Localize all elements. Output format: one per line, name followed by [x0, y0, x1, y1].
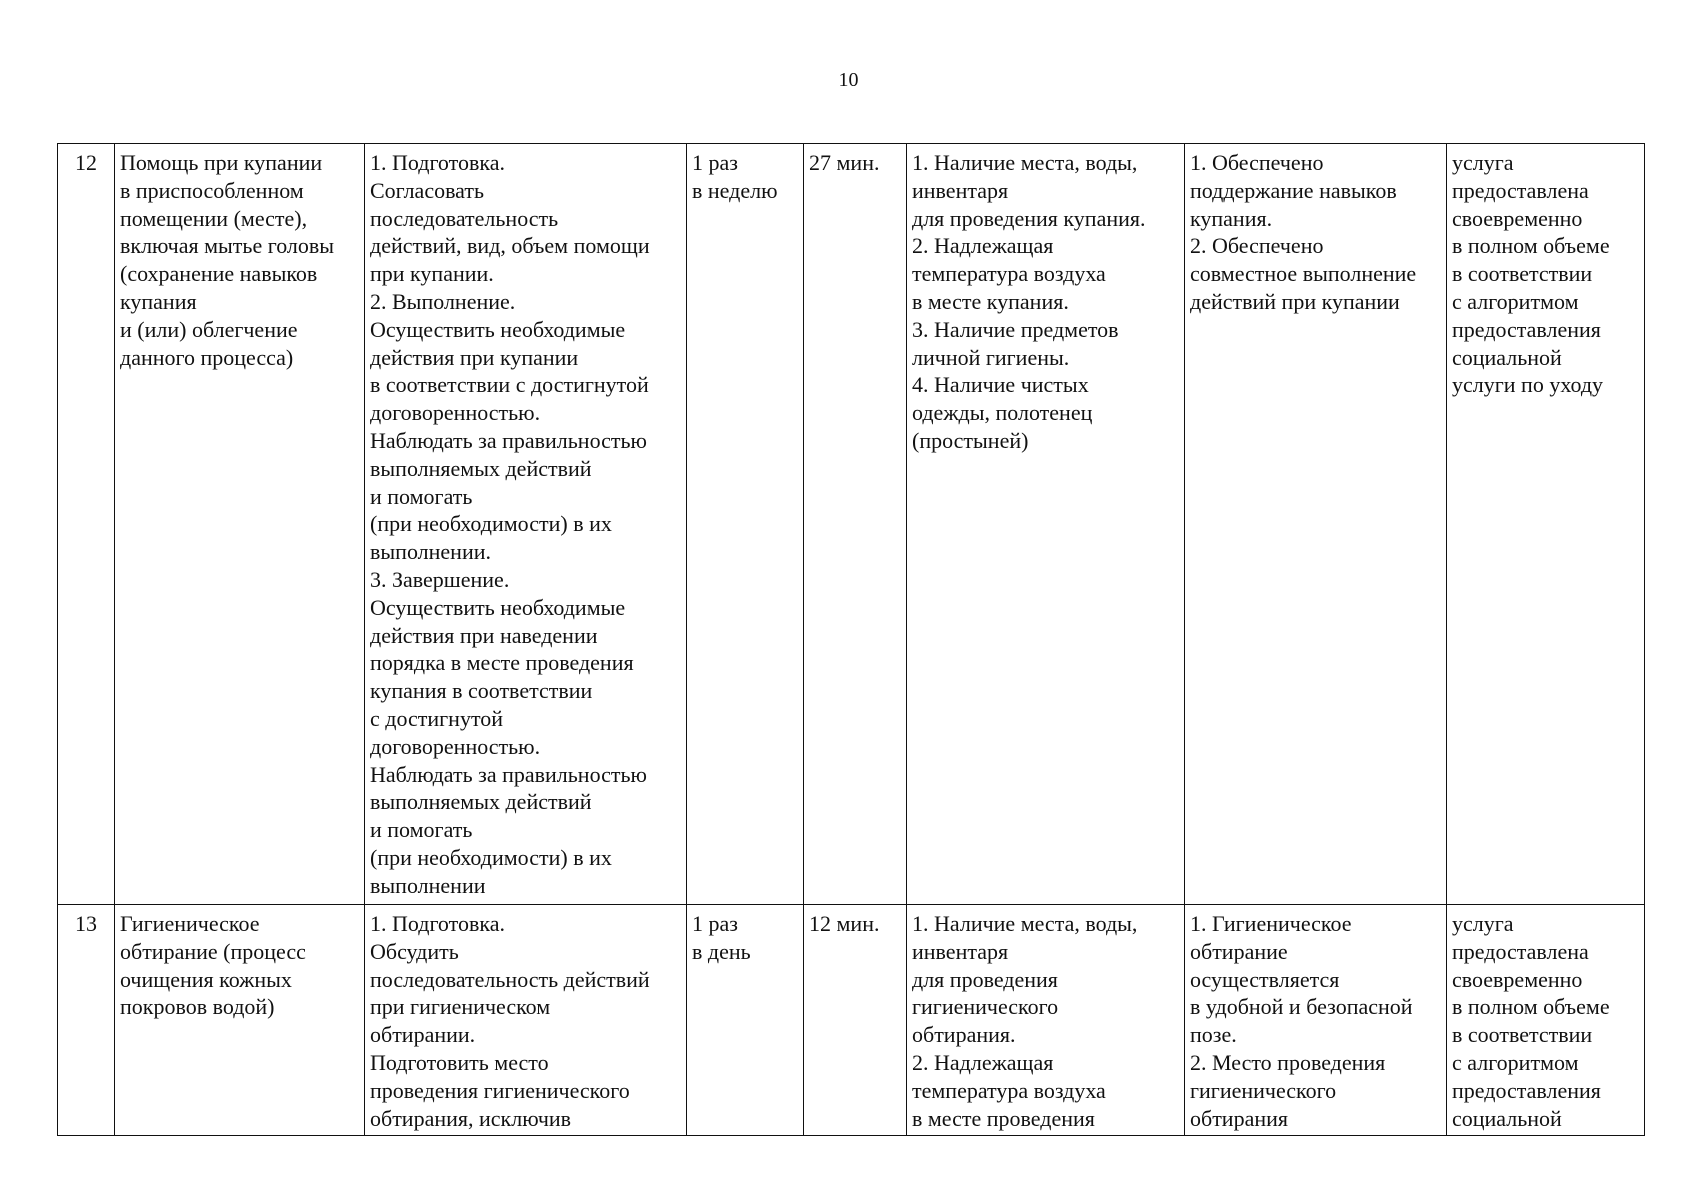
- results-cell: 1. Обеспечено поддержание навыков купания. 2. Обеспечено совместное выполнение действий при купании: [1185, 144, 1447, 905]
- results-cell: 1. Гигиеническое обтирание осуществляется в удобной и безопасной позе. 2. Место проведения гигиенического обтирания: [1185, 905, 1447, 1136]
- table-row: [58, 905, 1645, 1136]
- row-number-cell: 12: [58, 144, 115, 905]
- services-table: [57, 143, 1645, 1136]
- row-number-cell: 13: [58, 905, 115, 1136]
- frequency-cell: 1 раз в день: [687, 905, 804, 1136]
- service-name-cell: Помощь при купании в приспособленном помещении (месте), включая мытье головы (сохранение навыков купания и (или) облегчение данного процесса): [115, 144, 365, 905]
- duration-cell: 12 мин.: [804, 905, 907, 1136]
- conditions-cell: 1. Наличие места, воды, инвентаря для проведения купания. 2. Надлежащая температура воздуха в месте купания. 3. Наличие предметов личной гигиены. 4. Наличие чистых одежды, полотенец (простыней): [907, 144, 1185, 905]
- service-name-cell: Гигиеническое обтирание (процесс очищения кожных покровов водой): [115, 905, 365, 1136]
- procedure-cell: 1. Подготовка. Согласовать последовательность действий, вид, объем помощи при купании. 2. Выполнение. Осуществить необходимые действия при купании в соответствии с достигнутой договоренностью. Наблюдать за правильностью выполняемых действий и помогать (при необходимости) в их выполнении. 3. Завершение. Осуществить необходимые действия при наведении порядка в месте проведения купания в соответствии с достигнутой договоренностью. Наблюдать за правильностью выполняемых действий и помогать (при необходимости) в их выполнении: [365, 144, 687, 905]
- duration-cell: 27 мин.: [804, 144, 907, 905]
- procedure-cell: 1. Подготовка. Обсудить последовательность действий при гигиеническом обтирании. Подготовить место проведения гигиенического обтирания, исключив: [365, 905, 687, 1136]
- conditions-cell: 1. Наличие места, воды, инвентаря для проведения гигиенического обтирания. 2. Надлежащая температура воздуха в месте проведения: [907, 905, 1185, 1136]
- page-number: 10: [838, 69, 859, 91]
- assessment-cell: услуга предоставлена своевременно в полном объеме в соответствии с алгоритмом предоставления социальной услуги по уходу: [1447, 144, 1645, 905]
- table-row: [58, 144, 1645, 905]
- assessment-cell: услуга предоставлена своевременно в полном объеме в соответствии с алгоритмом предоставления социальной: [1447, 905, 1645, 1136]
- frequency-cell: 1 раз в неделю: [687, 144, 804, 905]
